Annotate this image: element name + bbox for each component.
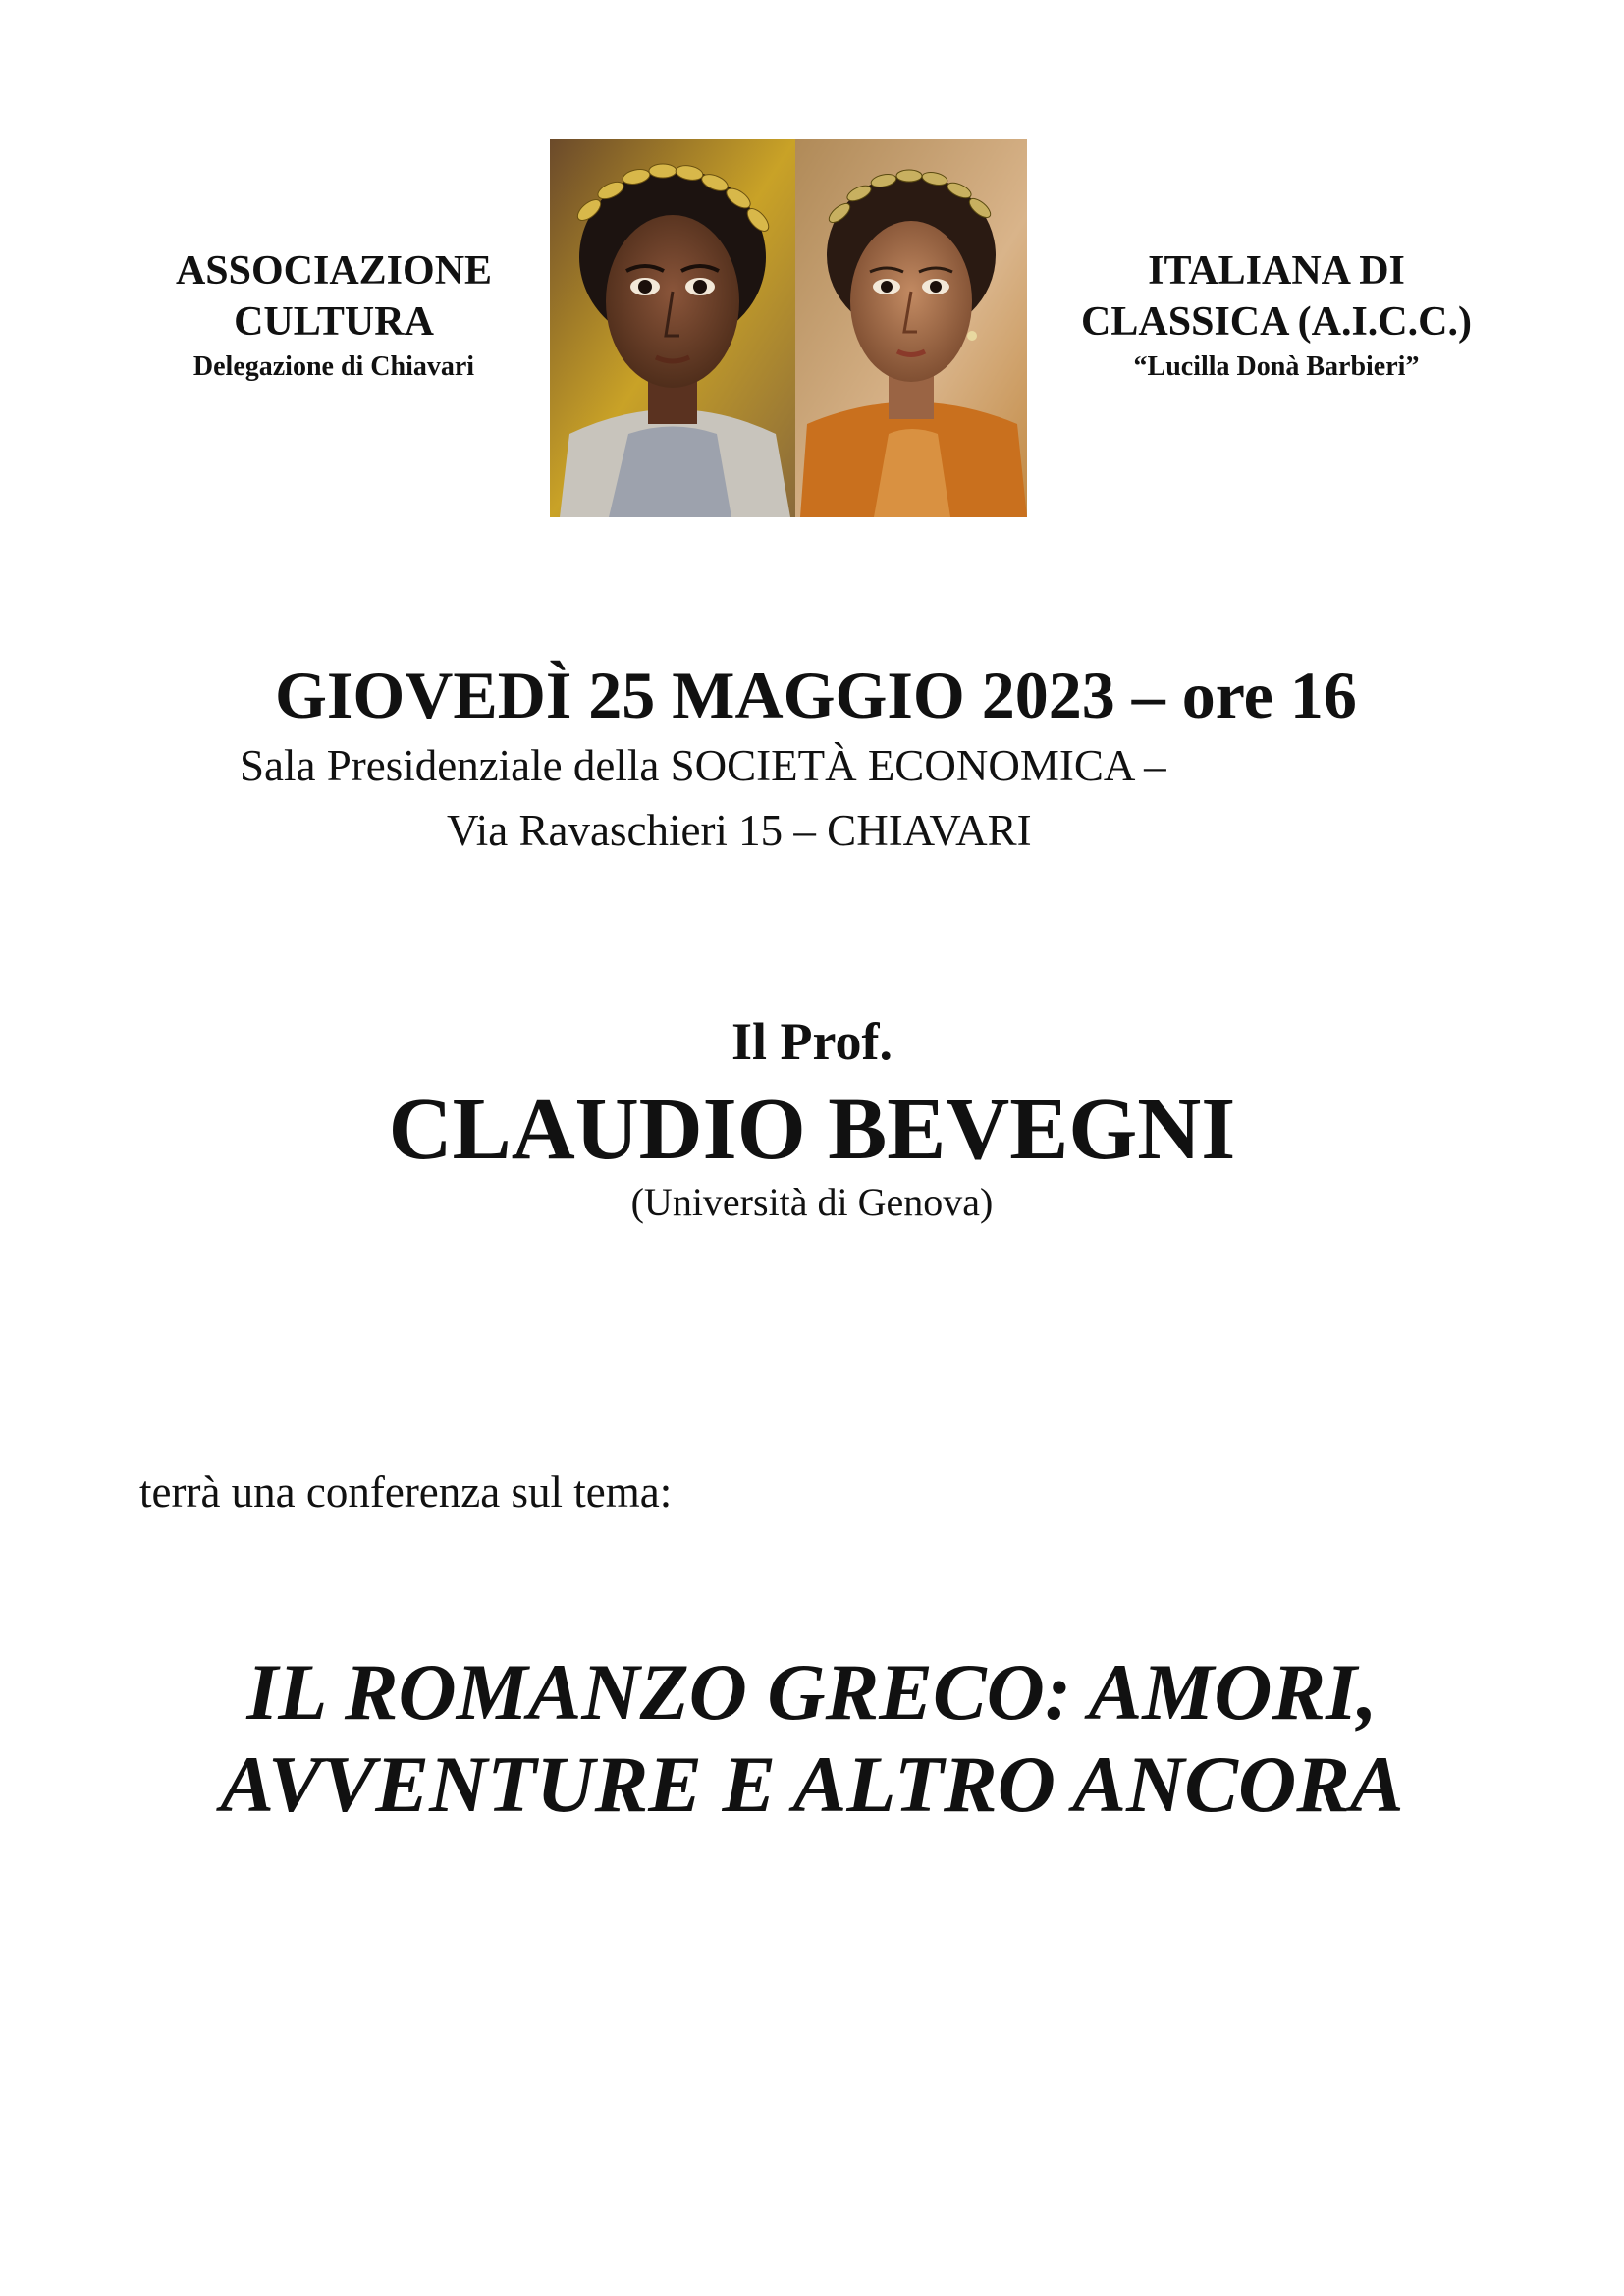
female-portrait — [795, 139, 1027, 517]
venue-line-2: Via Ravaschieri 15 – CHIAVARI — [447, 806, 1032, 855]
association-line-1: ASSOCIAZIONE — [175, 248, 493, 294]
association-line-4: CLASSICA (A.I.C.C.) — [1081, 299, 1472, 345]
delegation-label: Delegazione di Chiavari — [192, 351, 475, 382]
talk-intro: terrà una conferenza sul tema: — [139, 1468, 673, 1517]
dedication-label: “Lucilla Donà Barbieri” — [1133, 351, 1420, 382]
event-date-time: GIOVEDÌ 25 MAGGIO 2023 – ore 16 — [275, 658, 1357, 732]
speaker-name: CLAUDIO BEVEGNI — [388, 1081, 1236, 1178]
association-name-right — [1041, 245, 1512, 387]
talk-title-line-2: AVVENTURE E ALTRO ANCORA — [220, 1739, 1404, 1829]
speaker-affiliation: (Università di Genova) — [630, 1180, 994, 1224]
male-portrait — [550, 139, 795, 517]
fayum-portraits-image — [550, 139, 1027, 517]
association-line-3: ITALIANA DI — [1148, 248, 1405, 294]
association-name-left — [128, 245, 540, 387]
speaker-title: Il Prof. — [731, 1012, 893, 1071]
talk-title-line-1: IL ROMANZO GRECO: AMORI, — [246, 1647, 1378, 1736]
association-line-2: CULTURA — [234, 299, 434, 345]
venue-line-1: Sala Presidenziale della SOCIETÀ ECONOMICA – — [240, 741, 1166, 790]
